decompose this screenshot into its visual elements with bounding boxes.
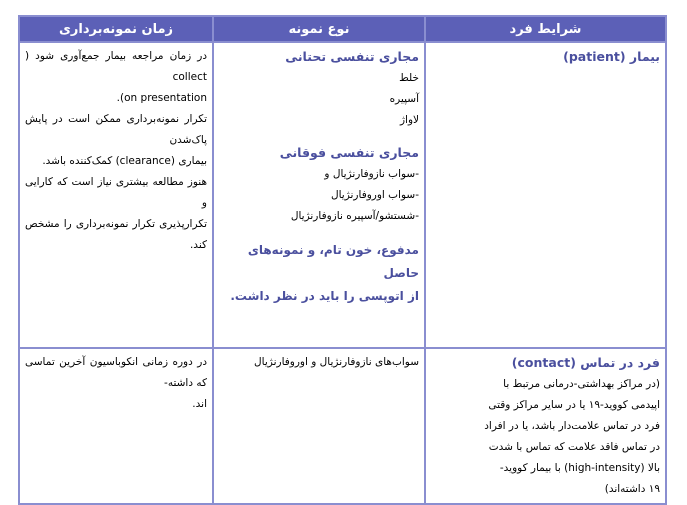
lower-respiratory-heading: مجاری تنفسی تحتانی bbox=[285, 49, 419, 64]
time-line: در زمان مراجعه بیمار جمع‌آوری شود ( collect bbox=[25, 50, 207, 83]
upper-item: -شستشو/آسپیره نازوفارنژیال bbox=[290, 210, 419, 222]
contact-line: ۱۹ داشته‌اند) bbox=[604, 483, 660, 495]
time-line: تکرار نمونه‌برداری ممکن است در پایش پاک‌شدن bbox=[25, 113, 207, 146]
upper-item: -سواب اوروفارنژیال bbox=[330, 189, 419, 201]
sampling-table bbox=[18, 15, 667, 505]
cell-condition-patient bbox=[425, 42, 666, 348]
upper-item: -سواب نازوفارنژیال و bbox=[324, 168, 419, 180]
table-header-row bbox=[19, 16, 666, 42]
contact-line: در تماس فاقد علامت که تماس با شدت bbox=[488, 441, 660, 453]
contact-sample-text: سواب‌های نازوفارنژیال و اوروفارنژیال bbox=[254, 356, 419, 368]
cell-sample-type-patient bbox=[213, 42, 425, 348]
lower-item: آسپیره bbox=[389, 93, 419, 105]
header-sampling-time: زمان نمونه‌برداری bbox=[19, 16, 213, 42]
header-sample-type: نوع نمونه bbox=[213, 16, 425, 42]
cell-sampling-time-contact bbox=[19, 348, 213, 504]
time-line: on presentation). bbox=[116, 92, 207, 104]
contact-title: فرد در تماس (contact) bbox=[511, 355, 660, 370]
contact-line: اپیدمی کووید-۱۹ یا در سایر مراکز وقتی bbox=[488, 399, 660, 411]
time-line: هنوز مطالعه بیشتری نیاز است که کارایی و bbox=[25, 176, 207, 209]
contact-line: بالا (high-intensity) با بیمار کووید- bbox=[499, 462, 660, 474]
lower-item: خلط bbox=[399, 72, 419, 84]
table-row bbox=[19, 42, 666, 348]
note-line: از اتوپسی را باید در نظر داشت. bbox=[230, 289, 419, 303]
table-row bbox=[19, 348, 666, 504]
contact-time-line: در دوره زمانی انکوباسیون آخرین تماسی که داشته- bbox=[25, 356, 207, 389]
contact-time-line: اند. bbox=[192, 398, 207, 410]
contact-line: (در مراکز بهداشتی-درمانی مرتبط با bbox=[503, 378, 660, 390]
header-condition: شرایط فرد bbox=[425, 16, 666, 42]
time-line: بیماری (clearance) کمک‌کننده باشد. bbox=[42, 155, 207, 167]
document-page bbox=[20, 15, 667, 495]
additional-samples-note bbox=[219, 239, 419, 308]
cell-sampling-time-patient bbox=[19, 42, 213, 348]
cell-condition-contact bbox=[425, 348, 666, 504]
upper-respiratory-heading: مجاری تنفسی فوقانی bbox=[279, 145, 419, 160]
note-line: مدفوع، خون تام، و نمونه‌های حاصل bbox=[247, 243, 419, 280]
lower-item: لاواژ bbox=[399, 114, 419, 126]
patient-title: بیمار (patient) bbox=[563, 49, 660, 64]
contact-line: فرد در تماس علامت‌دار باشد، یا در افراد bbox=[484, 420, 660, 432]
cell-sample-type-contact bbox=[213, 348, 425, 504]
time-line: تکرارپذیری تکرار نمونه‌برداری را مشخص کند. bbox=[25, 218, 207, 251]
